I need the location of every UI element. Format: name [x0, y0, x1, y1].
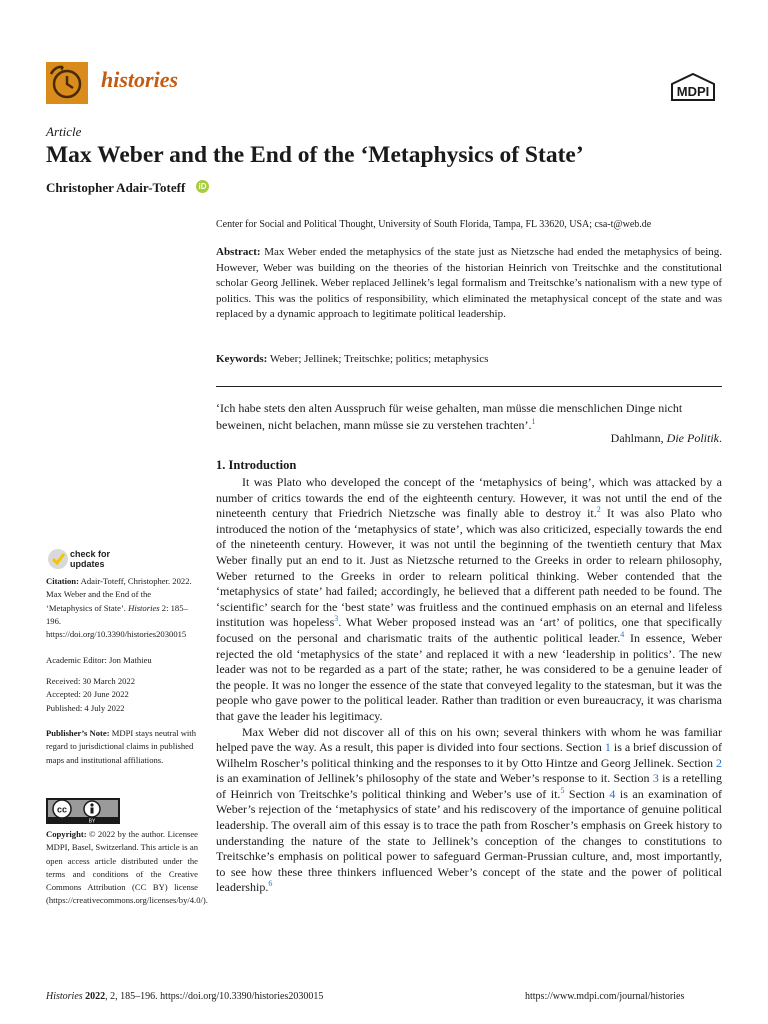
- check-for-updates-label[interactable]: [70, 549, 110, 569]
- publisher-note: [46, 727, 198, 767]
- copyright-text: © 2022 by the author. Licensee MDPI, Basel, Switzerland. This article is an open access article distributed under the terms and conditions of the Creative Commons Attribution (CC BY) license (https://creativecommons.org/licenses/by/4.0/).: [46, 829, 208, 906]
- paragraph-text: In essence, Weber rejected the old ‘metaphysics of the state’ and replaced it with a new ‘leadership in politics’. The new leader was not to be regarded as a part of the state; rather, he was considered to be a genuine leader of the people. It was no longer the essence of the state that conveyed legality to the statesman, but it was the people who gave power to the political leader. Rather than tradition or even bureaucracy, it was charisma that gave the leader his legitimacy.: [216, 630, 722, 723]
- check-for-updates-line1: check for: [70, 549, 111, 559]
- section-link[interactable]: 1: [604, 740, 611, 755]
- published-date: Published: 4 July 2022: [46, 702, 125, 713]
- paragraph-text: is an examination of Weber’s rejection of the ‘metaphysics of state’ and his rediscovery of the importance of genuine political leadership. The overall aim of this essay is to trace the path from Roscher’s emphasis on Greek history to understanding the nature of the state to Jellinek’s conception of the changes to constitutions to Treitschke’s emphasis on political power to safeguard German-Prussian culture, and, most importantly, to see how these three thinkers influenced Weber’s concept of the state and the power of political leadership.: [216, 786, 723, 895]
- publisher-note-label: Publisher’s Note:: [46, 728, 110, 738]
- paragraph-text: is an examination of Jellinek’s philosophy of the state and Weber’s response to it. Section: [216, 771, 653, 786]
- publisher-note-text: MDPI stays neutral with regard to jurisdictional claims in published maps and institutional affiliations.: [46, 728, 196, 765]
- footnote-ref[interactable]: 4: [620, 629, 625, 639]
- footer-url[interactable]: https://www.mdpi.com/journal/histories: [525, 991, 685, 1002]
- paragraph-text: It was Plato who developed the concept of the ‘metaphysics of being’, which was attacked by a number of critics towards the end of the eighteenth century. However, it was not until the end of the nineteenth century that Friedrich Nietzsche was finally able to destroy it.: [216, 475, 722, 521]
- academic-editor: Academic Editor: Jon Mathieu: [46, 655, 152, 665]
- footnote-ref[interactable]: 6: [268, 879, 273, 889]
- footnote-ref[interactable]: 2: [596, 505, 601, 515]
- epigraph-source-author: Dahlmann,: [610, 431, 664, 445]
- paragraph: [216, 475, 722, 725]
- epigraph-source: Dahlmann, Die Politik.: [610, 431, 722, 445]
- check-for-updates-icon[interactable]: [46, 546, 198, 574]
- abstract-text: Max Weber ended the metaphysics of the state just as Nietzsche had ended the metaphysics of being. However, Weber was building on the theories of the historian Heinrich von Treitschke and the constitutional scholar Georg Jellinek. Weber replaced Jellinek’s legal formalism and Treitschke’s nationalism with a new type of politics. This was the politics of responsibility, which eliminated the metaphysical concept of the state and was replaced by a dynamic approach to legitimate political leadership.: [216, 246, 722, 321]
- keywords: [216, 353, 722, 365]
- paragraph-text: It was also Plato who introduced the notion of the ‘metaphysics of state’, which was also criticized, especially towards the end of the nineteenth century. However, it was not until the beginning of the twentieth century that Max Weber finally put an end to it. Just as Nietzsche returned to the Greeks in order to relearn philosophy, Weber returned to the Greeks in order to relearn political thinking. Weber contended that the ‘metaphysics of state’ had failed; accordingly, he believed that a different path needed to be found. The ‘scientific’ search for the ‘best state’ was fruitless and the continued emphasis on an eternal and lifeless institution was hopeless: [216, 506, 723, 630]
- check-for-updates-line2: updates: [70, 559, 105, 569]
- abstract-label: Abstract:: [216, 246, 261, 258]
- keywords-text: Weber; Jellinek; Treitschke; politics; metaphysics: [269, 353, 489, 365]
- footer-citation: [46, 991, 323, 1002]
- received-date: Received: 30 March 2022: [46, 676, 136, 686]
- divider: [216, 386, 722, 387]
- citation-doi[interactable]: 2: 185–196. https://doi.org/10.3390/histories2030015: [46, 602, 188, 640]
- svg-text:cc: cc: [56, 804, 68, 815]
- affiliation: Center for Social and Political Thought, University of South Florida, Tampa, FL 33620, USA; csa-t@web.de: [216, 219, 652, 230]
- journal-logo-icon: [46, 62, 88, 104]
- footnote-ref[interactable]: 3: [334, 614, 339, 624]
- section-link[interactable]: 3: [652, 771, 659, 786]
- section-link[interactable]: 2: [716, 755, 722, 770]
- dates: [46, 675, 198, 715]
- citation-label: Citation:: [46, 576, 79, 586]
- copyright: [46, 828, 208, 908]
- author-name[interactable]: Christopher Adair-Toteff: [46, 180, 186, 195]
- footer-journal: Histories: [46, 991, 83, 1002]
- cc-by-license-icon[interactable]: [46, 798, 120, 824]
- article-type: Article: [46, 124, 82, 139]
- epigraph-source-work: Die Politik: [666, 431, 719, 445]
- accepted-date: Accepted: 20 June 2022: [46, 689, 129, 700]
- paragraph-text: . What Weber proposed instead was an ‘art’ of politics, one that specifically focused on the personal and charismatic traits of the authentic political leader.: [216, 615, 722, 645]
- epigraph-text: ‘Ich habe stets den alten Ausspruch für weise gehalten, man müsse die menschlichen Dinge nicht beweinen, nicht belachen, mann müsse sie zu verstehen trachten’.: [216, 401, 683, 432]
- section-link[interactable]: 4: [609, 786, 616, 801]
- paragraph-text: Max Weber did not discover all of this on his own; several thinkers with whom he was familiar helped pave the way. As a result, this paper is divided into four sections. Section: [216, 724, 722, 755]
- body-text: [216, 475, 722, 896]
- footer-doi[interactable]: , 2, 185–196. https://doi.org/10.3390/histories2030015: [105, 991, 324, 1002]
- mdpi-logo-icon: [668, 72, 718, 104]
- footnote-ref[interactable]: 1: [531, 416, 536, 426]
- footnote-ref[interactable]: 5: [560, 785, 565, 795]
- copyright-label: Copyright:: [46, 829, 87, 839]
- keywords-label: Keywords:: [216, 353, 268, 365]
- abstract: [216, 245, 722, 323]
- orcid-icon[interactable]: iD: [196, 180, 209, 193]
- citation-text: Adair-Toteff, Christopher. 2022. Max Weber and the End of the ‘Metaphysics of State’.: [46, 576, 192, 613]
- epigraph: [216, 400, 722, 433]
- citation-journal: Histories: [128, 602, 160, 613]
- article-title: Max Weber and the End of the ‘Metaphysics of State’: [46, 142, 584, 168]
- footer-year: 2022: [85, 991, 106, 1002]
- paragraph-text: is a retelling of Heinrich von Treitschke’s political thinking and Weber’s use of it.: [216, 771, 722, 801]
- mdpi-logo-text: MDPI: [676, 84, 710, 99]
- paragraph-text: Section: [564, 786, 610, 801]
- citation: [46, 575, 198, 641]
- section-heading: 1. Introduction: [216, 458, 297, 472]
- paragraph-text: is a brief discussion of Wilhelm Roscher’s political thinking and the responses to it by Otto Hintze and Georg Jellinek. Section: [216, 740, 722, 770]
- paragraph: [216, 725, 722, 897]
- svg-text:BY: BY: [88, 818, 96, 824]
- journal-name: histories: [101, 67, 179, 92]
